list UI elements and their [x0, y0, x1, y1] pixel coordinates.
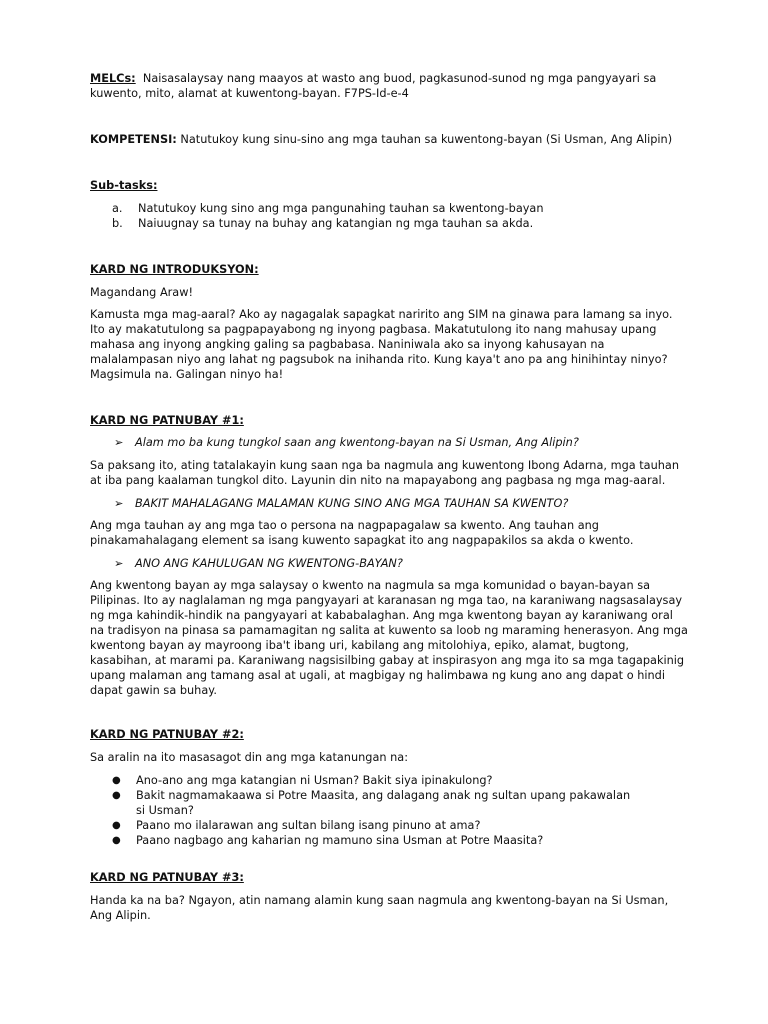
- patnubay1-question-3: [114, 556, 674, 571]
- list-item-text: Paano nagbago ang kaharian ng mamuno sina Usman at Potre Maasita?: [136, 834, 544, 847]
- melcs-text: Naisasalaysay nang maayos at wasto ang buod, pagkasunod-sunod ng mga pangyayari sa kuwento, mito, alamat at kuwentong-bayan. F7PS-Id-e-4: [90, 72, 657, 100]
- list-item-text: Naiuugnay sa tunay na buhay ang katangian ng mga tauhan sa akda.: [138, 217, 534, 230]
- patnubay1-question-2: [114, 496, 674, 511]
- introduksyon-heading: KARD NG INTRODUKSYON:: [90, 263, 259, 276]
- question-text: BAKIT MAHALAGANG MALAMAN KUNG SINO ANG MGA TAUHAN SA KWENTO?: [135, 497, 569, 510]
- patnubay2-bullet-list: [112, 773, 642, 848]
- kompetensi-text: Natutukoy kung sinu-sino ang mga tauhan sa kuwentong-bayan (Si Usman, Ang Alipin): [180, 133, 673, 146]
- patnubay1-paragraph-3: Ang kwentong bayan ay mga salaysay o kwento na nagmula sa mga komunidad o bayan-bayan sa Pilipinas. Ito ay naglalaman ng mga pangyayari at karanasan ng mga tao, na karaniwang nagsasalaysay ng mga kahindik-hindik na pangyayari at kababalaghan. Ang mga kwentong bayan ay karaniwang oral na tradisyon na pinasa sa pamamagitan ng salita at kuwento sa loob ng maraming henerasyon. Ang mga kwentong bayan ay mayroong iba't ibang uri, kabilang ang mitolohiya, epiko, alamat, bugtong, kasabihan, at marami pa. Karaniwang nagsisilbing gabay at inspirasyon ang mga ito sa mga tagapakinig upang malaman ang tamang asal at ugali, at magbigay ng halimbawa ng kung ano ang dapat o hindi dapat gawin sa buhay.: [90, 579, 688, 697]
- list-marker: a.: [112, 202, 123, 215]
- question-text: ANO ANG KAHULUGAN NG KWENTONG-BAYAN?: [135, 557, 403, 570]
- bullet-icon: ●: [112, 835, 121, 846]
- list-item: [112, 833, 642, 848]
- patnubay1-paragraph-2: Ang mga tauhan ay ang mga tao o persona na nagpapagalaw sa kwento. Ang tauhan ang pinakamahalagang element sa isang kuwento sapagkat ito ang nagpapakilos sa akda o kwento.: [90, 519, 634, 547]
- introduksyon-greeting: Magandang Araw!: [90, 286, 194, 299]
- arrow-bullet-icon: ➢: [114, 557, 124, 570]
- bullet-icon: ●: [112, 775, 121, 786]
- subtasks-list: [112, 201, 672, 231]
- list-marker: b.: [112, 217, 123, 230]
- list-item: [112, 216, 672, 231]
- patnubay1-question-1: [114, 435, 674, 450]
- introduksyon-body: Kamusta mga mag-aaral? Ako ay nagagalak sapagkat naririto ang SIM na ginawa para lamang sa inyo. Ito ay makatutulong sa pagpapayabong ng inyong pagbasa. Makatutulong ito nang mahusay upang mahasa ang inyong angking galing sa pagbabasa. Naniniwala ako sa inyong kahusayan na malalampasan niyo ang lahat ng pagsubok na inihanda rito. Kung kaya't ano pa ang hinihintay ninyo? Magsimula na. Galingan ninyo ha!: [90, 308, 673, 381]
- melcs-paragraph: [90, 71, 688, 101]
- patnubay1-heading: KARD NG PATNUBAY #1:: [90, 414, 244, 427]
- subtasks-label: Sub-tasks:: [90, 179, 158, 192]
- melcs-label: MELCs:: [90, 72, 136, 85]
- list-item-text: Ano-ano ang mga katangian ni Usman? Bakit siya ipinakulong?: [136, 774, 493, 787]
- patnubay3-text: Handa ka na ba? Ngayon, atin namang alamin kung saan nagmula ang kwentong-bayan na Si Usman, Ang Alipin.: [90, 894, 669, 922]
- patnubay2-heading: KARD NG PATNUBAY #2:: [90, 728, 244, 741]
- bullet-icon: ●: [112, 790, 121, 801]
- patnubay2-intro: Sa aralin na ito masasagot din ang mga katanungan na:: [90, 751, 409, 764]
- question-text: Alam mo ba kung tungkol saan ang kwentong-bayan na Si Usman, Ang Alipin?: [135, 436, 579, 449]
- arrow-bullet-icon: ➢: [114, 497, 124, 510]
- patnubay1-paragraph-1: Sa paksang ito, ating tatalakayin kung saan nga ba nagmula ang kuwentong Ibong Adarna, mga tauhan at iba pang kaalaman tungkol dito. Layunin din nito na mapayabong ang pagbasa ng mga mag-aaral.: [90, 459, 680, 487]
- list-item-text: Natutukoy kung sino ang mga pangunahing tauhan sa kwentong-bayan: [138, 202, 544, 215]
- list-item-text: Bakit nagmamakaawa si Potre Maasita, ang dalagang anak ng sultan upang pakawalan si Usman?: [136, 789, 631, 817]
- kompetensi-label: KOMPETENSI:: [90, 133, 177, 146]
- list-item: [112, 818, 642, 833]
- patnubay3-heading: KARD NG PATNUBAY #3:: [90, 871, 244, 884]
- list-item: [112, 201, 672, 216]
- list-item: [112, 788, 642, 818]
- kompetensi-paragraph: [90, 132, 688, 147]
- bullet-icon: ●: [112, 820, 121, 831]
- arrow-bullet-icon: ➢: [114, 436, 124, 449]
- list-item: [112, 773, 642, 788]
- list-item-text: Paano mo ilalarawan ang sultan bilang isang pinuno at ama?: [136, 819, 481, 832]
